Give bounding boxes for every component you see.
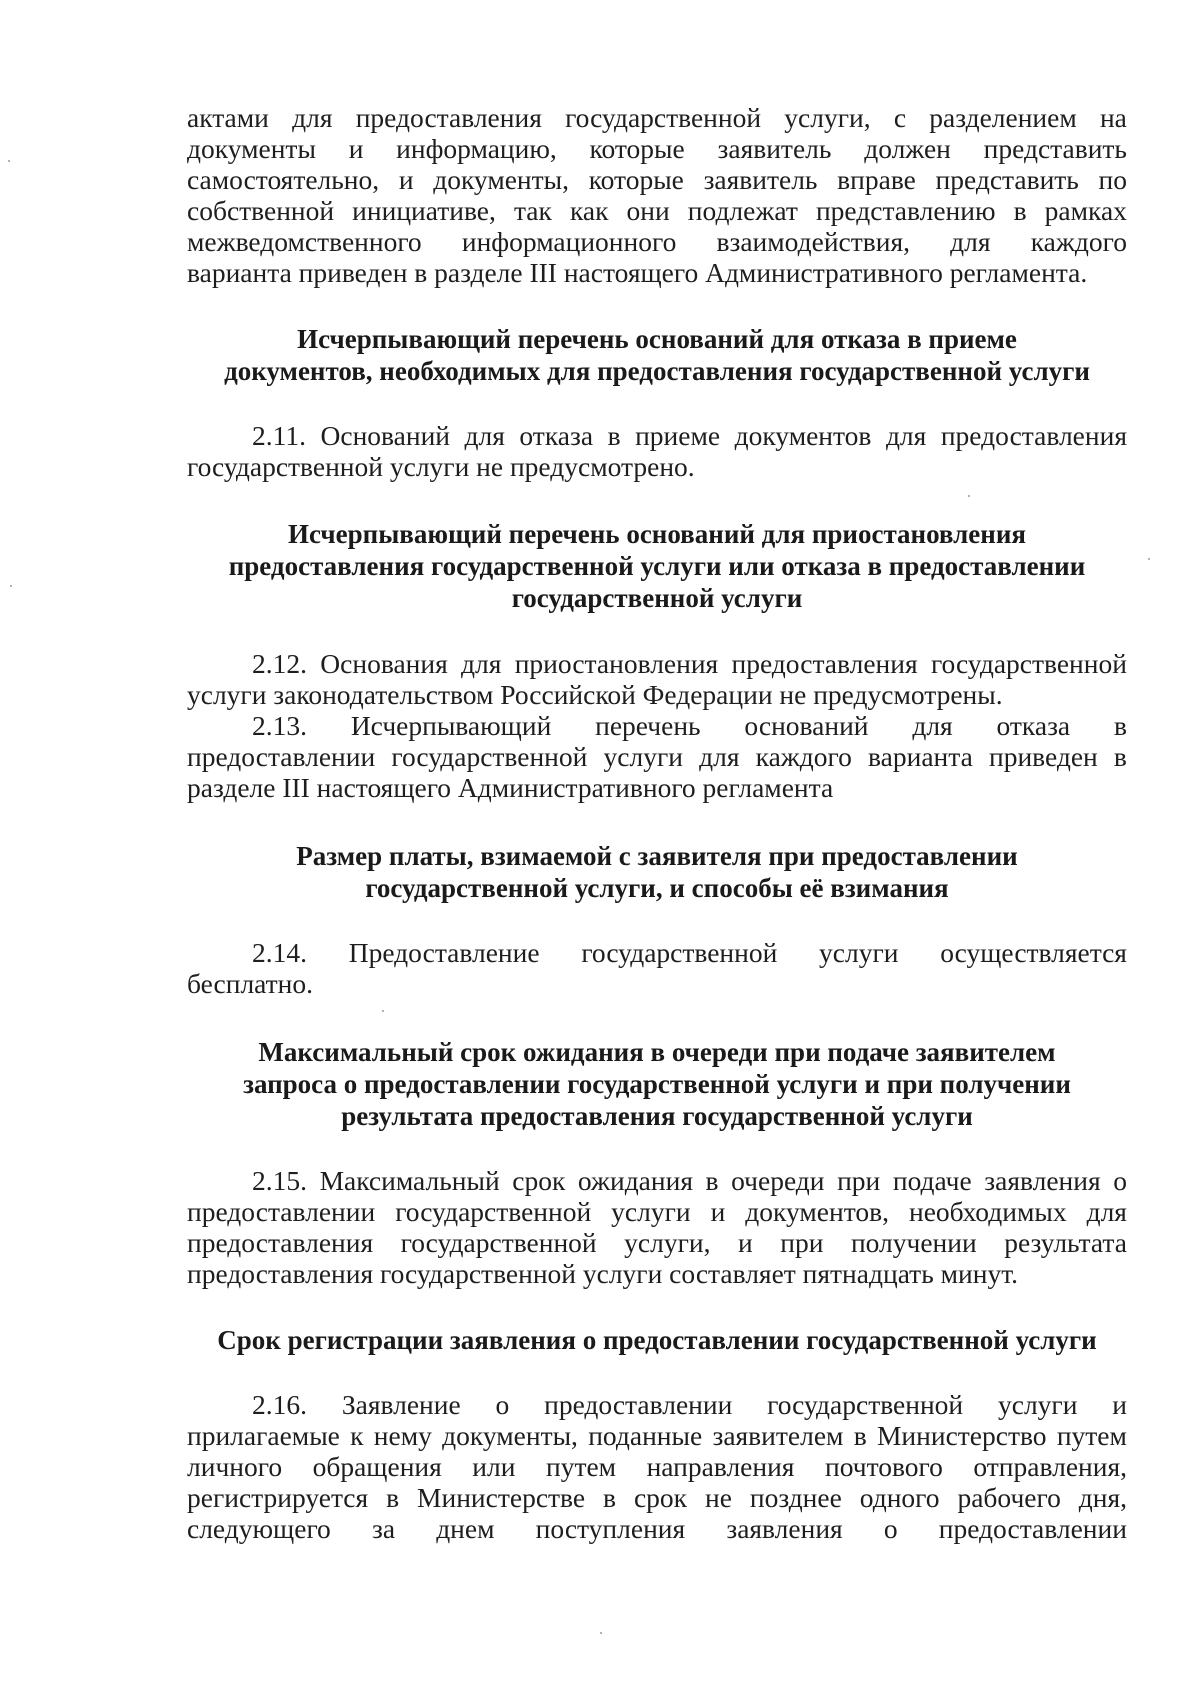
word: о <box>495 1389 510 1420</box>
word: для <box>292 102 333 133</box>
word: варианта <box>868 741 973 772</box>
paragraph-2-14-line-2: бесплатно. <box>187 968 314 999</box>
word: предоставления <box>731 648 918 679</box>
word: поступления <box>535 1513 686 1544</box>
paragraph-2-12-line-2: услуги законодательством Российской Федерации не предусмотрены. <box>187 679 1003 710</box>
heading-suspension-line-2: предоставления государственной услуги или отказа в предоставлении <box>228 551 1086 581</box>
word: личного <box>187 1451 283 1482</box>
word: государственной <box>565 102 762 133</box>
word: в <box>1013 195 1027 226</box>
word: должен <box>864 133 951 164</box>
heading-fee-line-1: Размер платы, взимаемой с заявителя при предоставлении <box>296 841 1018 871</box>
word: в <box>1113 710 1127 741</box>
word: с <box>893 102 907 133</box>
word: Основания <box>320 648 448 679</box>
word: каждого <box>755 741 852 772</box>
word: предоставлении <box>187 1196 376 1227</box>
word: получении <box>850 1227 977 1258</box>
word: рамках <box>1044 195 1127 226</box>
paragraph-2-15-line-3 <box>187 1227 1127 1258</box>
word: днем <box>436 1513 495 1544</box>
word: государственной <box>395 1196 592 1227</box>
word: о <box>883 1513 898 1544</box>
scan-speck <box>382 1010 384 1012</box>
word: 2.12. <box>252 648 307 679</box>
word: или <box>472 1451 516 1482</box>
word: 2.15. <box>252 1165 307 1196</box>
heading-queue-line-1: Максимальный срок ожидания в очереди при подаче заявителем <box>258 1037 1056 1067</box>
word: в <box>607 420 621 451</box>
word: документы <box>187 133 316 164</box>
word: разделением <box>929 102 1077 133</box>
word: Заявление <box>341 1389 461 1420</box>
word: актами <box>187 102 269 133</box>
intro-line-3 <box>187 164 1127 195</box>
word: услуги, <box>784 102 871 133</box>
paragraph-2-15-line-1 <box>252 1165 1127 1196</box>
word: предоставления <box>187 1227 374 1258</box>
word: и <box>1112 1389 1127 1420</box>
paragraph-2-15-line-4: предоставления государственной услуги составляет пятнадцать минут. <box>187 1258 1019 1289</box>
word: о <box>1113 1165 1127 1196</box>
word: и <box>710 1196 726 1227</box>
word: перечень <box>595 710 701 741</box>
word: отказа <box>996 710 1071 741</box>
word: и <box>398 164 414 195</box>
paragraph-2-13-line-3: разделе III настоящего Административного регламента <box>187 772 834 803</box>
word: заявитель <box>703 164 818 195</box>
word: при <box>780 1227 824 1258</box>
paragraph-2-12-line-1 <box>252 648 1127 679</box>
word: в <box>853 1420 867 1451</box>
word: необходимых <box>908 1196 1067 1227</box>
word: как <box>569 195 609 226</box>
intro-line-5 <box>187 226 1127 257</box>
word: 2.14. <box>252 937 307 968</box>
word: услуги <box>611 1196 691 1227</box>
scan-speck <box>10 585 12 587</box>
word: в <box>1113 741 1127 772</box>
word: срок <box>633 1482 688 1513</box>
word: инициативе, <box>352 195 496 226</box>
word: государственной <box>930 648 1127 679</box>
word: направления <box>646 1451 795 1482</box>
word: обращения <box>312 1451 442 1482</box>
word: подлежат <box>687 195 798 226</box>
word: почтового <box>824 1451 943 1482</box>
intro-line-1 <box>187 102 1127 133</box>
paragraph-2-13-line-2 <box>187 741 1127 772</box>
word: государственной <box>767 1389 964 1420</box>
word: прилагаемые <box>187 1420 340 1451</box>
word: 2.13. <box>252 710 307 741</box>
word: позднее <box>749 1482 842 1513</box>
word: услуги <box>603 741 683 772</box>
word: Министерство <box>876 1420 1047 1451</box>
word: и <box>738 1227 753 1258</box>
word: поданные <box>588 1420 703 1451</box>
word: государственной <box>391 741 588 772</box>
word: по <box>1098 164 1127 195</box>
paragraph-2-11-line-2: государственной услуги не предусмотрено. <box>187 451 695 482</box>
word: оснований <box>744 710 869 741</box>
word: Исчерпывающий <box>350 710 552 741</box>
word: которые <box>589 133 685 164</box>
heading-suspension-line-1: Исчерпывающий перечень оснований для приостановления <box>287 519 1027 549</box>
word: в <box>603 1482 617 1513</box>
intro-line-6: варианта приведен в разделе III настоящего Административного регламента. <box>187 257 1088 288</box>
word: в <box>386 1482 400 1513</box>
word: представить <box>935 164 1079 195</box>
word: нему <box>373 1420 432 1451</box>
word: заявления <box>726 1513 843 1544</box>
word: приеме <box>635 420 721 451</box>
paragraph-2-15-line-2 <box>187 1196 1127 1227</box>
scan-speck <box>968 495 970 497</box>
word: предоставлении <box>544 1389 733 1420</box>
paragraph-2-16-line-2 <box>187 1420 1127 1451</box>
word: приостановления <box>514 648 719 679</box>
word: для <box>699 741 740 772</box>
heading-suspension-line-3: государственной услуги <box>511 583 803 613</box>
word: одного <box>859 1482 940 1513</box>
word: отказа <box>519 420 594 451</box>
word: документы, <box>433 164 570 195</box>
word: для <box>464 420 505 451</box>
word: Предоставление <box>348 937 540 968</box>
word: очереди <box>731 1165 825 1196</box>
paragraph-2-16-line-5 <box>187 1513 1127 1544</box>
word: при <box>837 1165 881 1196</box>
word: документы, <box>442 1420 578 1451</box>
word: информационного <box>461 226 677 257</box>
heading-queue-line-2: запроса о предоставлении государственной услуги и при получении <box>243 1069 1071 1099</box>
word: взаимодействия, <box>716 226 910 257</box>
word: отправления, <box>973 1451 1127 1482</box>
word: следующего <box>187 1513 331 1544</box>
scan-speck <box>1148 558 1150 560</box>
paragraph-2-16-line-3 <box>187 1451 1127 1482</box>
word: не <box>704 1482 732 1513</box>
word: регистрируется <box>187 1482 369 1513</box>
paragraph-2-11-line-1 <box>252 420 1127 451</box>
heading-refusal-acceptance-line-1: Исчерпывающий перечень оснований для отказа в приеме <box>297 324 1017 354</box>
word: предоставлении <box>187 741 376 772</box>
scan-speck <box>8 160 10 162</box>
word: результата <box>1004 1227 1127 1258</box>
intro-line-2 <box>187 133 1127 164</box>
word: предоставления <box>355 102 542 133</box>
word: для <box>885 420 927 451</box>
word: документов <box>734 420 872 451</box>
word: документов, <box>745 1196 889 1227</box>
intro-line-4 <box>187 195 1127 226</box>
paragraph-2-14-line-1 <box>252 937 1127 968</box>
word: собственной <box>187 195 335 226</box>
word: подаче <box>892 1165 972 1196</box>
word: межведомственного <box>187 226 422 257</box>
word: услуги, <box>624 1227 711 1258</box>
word: дня, <box>1078 1482 1127 1513</box>
word: для <box>912 710 953 741</box>
word: вправе <box>837 164 916 195</box>
scan-speck <box>600 1632 602 1634</box>
word: услуги <box>998 1389 1078 1420</box>
word: представить <box>983 133 1127 164</box>
word: заявления <box>984 1165 1101 1196</box>
word: и <box>348 133 364 164</box>
heading-registration: Срок регистрации заявления о предоставлении государственной услуги <box>217 1325 1097 1355</box>
word: так <box>513 195 552 226</box>
word: Оснований <box>320 420 451 451</box>
word: самостоятельно, <box>187 164 380 195</box>
word: рабочего <box>957 1482 1061 1513</box>
word: приведен <box>988 741 1098 772</box>
word: заявитель <box>717 133 832 164</box>
word: за <box>371 1513 396 1544</box>
word: для <box>1086 1196 1127 1227</box>
word: срок <box>512 1165 566 1196</box>
word: на <box>1099 102 1127 133</box>
word: ожидания <box>577 1165 693 1196</box>
word: заявителем <box>712 1420 844 1451</box>
word: в <box>705 1165 719 1196</box>
word: путем <box>545 1451 617 1482</box>
word: услуги <box>819 937 899 968</box>
word: государственной <box>581 937 778 968</box>
word: Министерстве <box>417 1482 586 1513</box>
word: они <box>626 195 670 226</box>
word: предоставлении <box>938 1513 1127 1544</box>
word: предоставления <box>940 420 1127 451</box>
word: информацию, <box>396 133 557 164</box>
word: путем <box>1056 1420 1127 1451</box>
word: для <box>950 226 991 257</box>
paragraph-2-16-line-1 <box>252 1389 1127 1420</box>
heading-refusal-acceptance-line-2: документов, необходимых для предоставления государственной услуги <box>224 356 1090 386</box>
paragraph-2-13-line-1 <box>252 710 1127 741</box>
word: каждого <box>1030 226 1127 257</box>
word: осуществляется <box>940 937 1127 968</box>
word: 2.11. <box>252 420 306 451</box>
word: которые <box>588 164 684 195</box>
word: к <box>350 1420 364 1451</box>
word: представлению <box>815 195 996 226</box>
heading-fee-line-2: государственной услуги, и способы её взимания <box>365 873 949 903</box>
paragraph-2-16-line-4 <box>187 1482 1127 1513</box>
word: Максимальный <box>319 1165 500 1196</box>
word: государственной <box>400 1227 597 1258</box>
word: 2.16. <box>252 1389 307 1420</box>
word: для <box>461 648 502 679</box>
heading-queue-line-3: результата предоставления государственной услуги <box>341 1101 973 1131</box>
